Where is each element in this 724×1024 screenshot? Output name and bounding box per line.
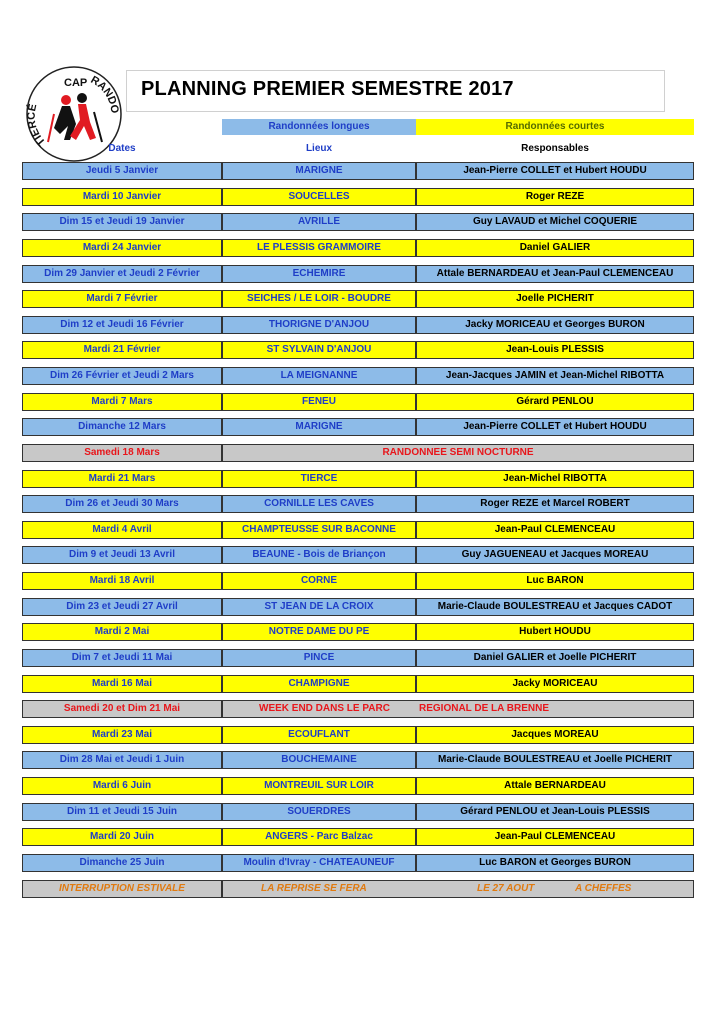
table-row — [22, 470, 694, 488]
date-cell: Mardi 2 Mai — [22, 623, 222, 641]
table-row — [22, 265, 694, 283]
event-text: RANDONNEE SEMI NOCTURNE — [382, 446, 534, 458]
date-cell: Dim 7 et Jeudi 11 Mai — [22, 649, 222, 667]
responsable-cell: Jean-Jacques JAMIN et Jean-Michel RIBOTTA — [416, 367, 694, 385]
lieu-cell: MONTREUIL SUR LOIR — [222, 777, 416, 795]
lieu-cell: CORNILLE LES CAVES — [222, 495, 416, 513]
lieu-cell: LE PLESSIS GRAMMOIRE — [222, 239, 416, 257]
lieu-cell: NOTRE DAME DU PE — [222, 623, 416, 641]
legend-randonnees-longues: Randonnées longues — [222, 119, 416, 135]
event-text: LE 27 AOUT — [477, 882, 535, 894]
table-row — [22, 828, 694, 846]
responsable-cell: Jacques MOREAU — [416, 726, 694, 744]
responsable-cell: Jacky MORICEAU — [416, 675, 694, 693]
responsable-cell: Hubert HOUDU — [416, 623, 694, 641]
date-cell: Dim 11 et Jeudi 15 Juin — [22, 803, 222, 821]
responsable-cell: Guy LAVAUD et Michel COQUERIE — [416, 213, 694, 231]
event-text: LA REPRISE SE FERA — [261, 882, 367, 894]
date-cell: Dimanche 12 Mars — [22, 418, 222, 436]
lieu-cell: MARIGNE — [222, 162, 416, 180]
date-cell: Mardi 7 Mars — [22, 393, 222, 411]
event-cell — [222, 880, 694, 898]
table-row — [22, 341, 694, 359]
table-row — [22, 777, 694, 795]
table-row — [22, 239, 694, 257]
logo-text-cap: CAP — [64, 77, 88, 89]
column-header-dates: Dates — [108, 143, 136, 154]
lieu-cell: PINCE — [222, 649, 416, 667]
event-cell — [222, 700, 694, 718]
table-row — [22, 649, 694, 667]
responsable-cell: Marie-Claude BOULESTREAU et Jacques CADOT — [416, 598, 694, 616]
date-cell: INTERRUPTION ESTIVALE — [22, 880, 222, 898]
table-row — [22, 675, 694, 693]
date-cell: Mardi 24 Janvier — [22, 239, 222, 257]
table-row — [22, 700, 694, 718]
event-text: WEEK END DANS LE PARC — [259, 703, 390, 715]
table-row — [22, 623, 694, 641]
responsable-cell: Joelle PICHERIT — [416, 290, 694, 308]
date-cell: Dim 26 Février et Jeudi 2 Mars — [22, 367, 222, 385]
lieu-cell: ECHEMIRE — [222, 265, 416, 283]
lieu-cell: Moulin d'Ivray - CHATEAUNEUF — [222, 854, 416, 872]
lieu-cell: ANGERS - Parc Balzac — [222, 828, 416, 846]
responsable-cell: Roger REZE et Marcel ROBERT — [416, 495, 694, 513]
table-row — [22, 495, 694, 513]
responsable-cell: Jean-Pierre COLLET et Hubert HOUDU — [416, 162, 694, 180]
table-row — [22, 598, 694, 616]
page-title: PLANNING PREMIER SEMESTRE 2017 — [141, 78, 514, 100]
lieu-cell: CORNE — [222, 572, 416, 590]
table-row — [22, 367, 694, 385]
event-text: REGIONAL DE LA BRENNE — [419, 703, 550, 715]
lieu-cell: ECOUFLANT — [222, 726, 416, 744]
date-cell: Dimanche 25 Juin — [22, 854, 222, 872]
lieu-cell: BEAUNE - Bois de Briançon — [222, 546, 416, 564]
date-cell: Mardi 21 Février — [22, 341, 222, 359]
table-row — [22, 572, 694, 590]
logo-text-rando: RANDO — [88, 73, 121, 115]
logo-text-tierce: TIERCÉ — [25, 102, 49, 149]
lieu-cell: SOUCELLES — [222, 188, 416, 206]
table-row — [22, 162, 694, 180]
column-header-lieux: Lieux — [305, 143, 333, 154]
lieu-cell: TIERCE — [222, 470, 416, 488]
responsable-cell: Gérard PENLOU — [416, 393, 694, 411]
date-cell: Mardi 21 Mars — [22, 470, 222, 488]
table-row — [22, 751, 694, 769]
date-cell: Mardi 7 Février — [22, 290, 222, 308]
table-row — [22, 726, 694, 744]
table-row — [22, 290, 694, 308]
lieu-cell: FENEU — [222, 393, 416, 411]
date-cell: Jeudi 5 Janvier — [22, 162, 222, 180]
responsable-cell: Jean-Paul CLEMENCEAU — [416, 828, 694, 846]
date-cell: Dim 26 et Jeudi 30 Mars — [22, 495, 222, 513]
date-cell: Dim 28 Mai et Jeudi 1 Juin — [22, 751, 222, 769]
lieu-cell: MARIGNE — [222, 418, 416, 436]
date-cell: Mardi 16 Mai — [22, 675, 222, 693]
responsable-cell: Jean-Paul CLEMENCEAU — [416, 521, 694, 539]
date-cell: Samedi 18 Mars — [22, 444, 222, 462]
legend-randonnees-courtes: Randonnées courtes — [416, 119, 694, 135]
lieu-cell: LA MEIGNANNE — [222, 367, 416, 385]
table-row — [22, 213, 694, 231]
date-cell: Mardi 23 Mai — [22, 726, 222, 744]
table-row — [22, 546, 694, 564]
date-cell: Dim 15 et Jeudi 19 Janvier — [22, 213, 222, 231]
date-cell: Mardi 6 Juin — [22, 777, 222, 795]
responsable-cell: Luc BARON et Georges BURON — [416, 854, 694, 872]
table-row — [22, 854, 694, 872]
table-row — [22, 418, 694, 436]
responsable-cell: Luc BARON — [416, 572, 694, 590]
table-row — [22, 444, 694, 462]
table-row — [22, 880, 694, 898]
lieu-cell: CHAMPTEUSSE SUR BACONNE — [222, 521, 416, 539]
responsable-cell: Roger REZE — [416, 188, 694, 206]
title-box — [126, 70, 665, 112]
responsable-cell: Daniel GALIER — [416, 239, 694, 257]
table-row — [22, 803, 694, 821]
event-cell — [222, 444, 694, 462]
responsable-cell: Marie-Claude BOULESTREAU et Joelle PICHERIT — [416, 751, 694, 769]
responsable-cell: Jacky MORICEAU et Georges BURON — [416, 316, 694, 334]
lieu-cell: BOUCHEMAINE — [222, 751, 416, 769]
date-cell: Dim 12 et Jeudi 16 Février — [22, 316, 222, 334]
responsable-cell: Jean-Michel RIBOTTA — [416, 470, 694, 488]
responsable-cell: Jean-Pierre COLLET et Hubert HOUDU — [416, 418, 694, 436]
responsable-cell: Guy JAGUENEAU et Jacques MOREAU — [416, 546, 694, 564]
date-cell: Dim 29 Janvier et Jeudi 2 Février — [22, 265, 222, 283]
lieu-cell: AVRILLE — [222, 213, 416, 231]
responsable-cell: Attale BERNARDEAU — [416, 777, 694, 795]
lieu-cell: SOUERDRES — [222, 803, 416, 821]
event-text: A CHEFFES — [575, 882, 632, 894]
responsable-cell: Jean-Louis PLESSIS — [416, 341, 694, 359]
responsable-cell: Gérard PENLOU et Jean-Louis PLESSIS — [416, 803, 694, 821]
table-row — [22, 393, 694, 411]
responsable-cell: Daniel GALIER et Joelle PICHERIT — [416, 649, 694, 667]
date-cell: Mardi 4 Avril — [22, 521, 222, 539]
lieu-cell: ST SYLVAIN D'ANJOU — [222, 341, 416, 359]
lieu-cell: CHAMPIGNE — [222, 675, 416, 693]
column-header-responsables: Responsables — [521, 143, 589, 154]
date-cell: Dim 9 et Jeudi 13 Avril — [22, 546, 222, 564]
lieu-cell: SEICHES / LE LOIR - BOUDRE — [222, 290, 416, 308]
table-row — [22, 521, 694, 539]
responsable-cell: Attale BERNARDEAU et Jean-Paul CLEMENCEAU — [416, 265, 694, 283]
date-cell: Mardi 20 Juin — [22, 828, 222, 846]
date-cell: Mardi 10 Janvier — [22, 188, 222, 206]
table-row — [22, 188, 694, 206]
table-row — [22, 316, 694, 334]
lieu-cell: ST JEAN DE LA CROIX — [222, 598, 416, 616]
planning-table — [22, 162, 694, 905]
date-cell: Dim 23 et Jeudi 27 Avril — [22, 598, 222, 616]
date-cell: Samedi 20 et Dim 21 Mai — [22, 700, 222, 718]
lieu-cell: THORIGNE D'ANJOU — [222, 316, 416, 334]
date-cell: Mardi 18 Avril — [22, 572, 222, 590]
